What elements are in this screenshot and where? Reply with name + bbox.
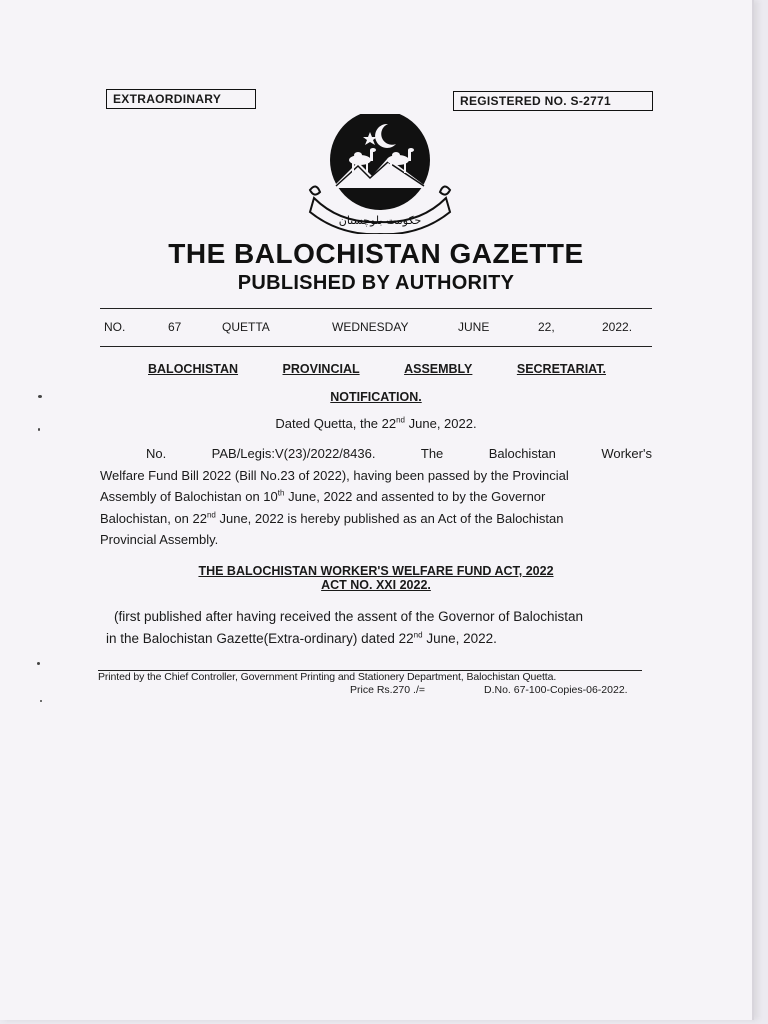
dated-line: Dated Quetta, the 22nd June, 2022.: [275, 415, 477, 431]
scan-speck: [37, 662, 40, 665]
scan-speck: [38, 428, 40, 431]
printer-credit: Printed by the Chief Controller, Government Printing and Stationery Department, Balochistan Quetta.: [98, 671, 557, 683]
extraordinary-label: EXTRAORDINARY: [106, 89, 256, 109]
header-rule-bottom: [100, 346, 652, 347]
dispatch-number: D.No. 67-100-Copies-06-2022.: [484, 684, 628, 696]
emblem-scroll-text: حکومت بلوچستان: [338, 214, 422, 227]
issue-no-value: 67: [168, 320, 182, 334]
publication-note: (first published after having received the assent of the Governor of Balochistan in the Balochistan Gazette(Extra-ordinary) dated 22nd June, 2022.: [106, 609, 584, 646]
heading-word: ASSEMBLY: [404, 362, 473, 376]
registered-number-label: REGISTERED NO. S-2771: [453, 91, 653, 111]
issue-year: 2022.: [602, 320, 633, 334]
heading-word: BALOCHISTAN: [148, 362, 239, 376]
scan-speck: [38, 395, 42, 398]
issue-city: QUETTA: [222, 320, 270, 334]
header-rule-top: [100, 308, 652, 309]
notification-paragraph: No. PAB/Legis:V(23)/2022/8436. The Balochistan Worker's Welfare Fund Bill 2022 (Bill No.23 of 2022), having been passed by the Provincial Assembly of Balochistan on 10th June, 2022 and assented to by the Governor Balochistan, on 22nd June, 2022 is hereby published as an Act of the Balochistan Provincial Assembly.: [100, 446, 652, 547]
issue-details-row: [100, 320, 652, 338]
issue-month: JUNE: [458, 320, 490, 334]
scan-speck: [40, 700, 42, 702]
gazette-title: THE BALOCHISTAN GAZETTE: [168, 238, 584, 269]
gazette-subtitle: PUBLISHED BY AUTHORITY: [237, 272, 515, 294]
issue-day: 22,: [538, 320, 555, 334]
issue-no-label: NO.: [104, 320, 126, 334]
price: Price Rs.270 ./=: [350, 684, 425, 696]
heading-word: SECRETARIAT.: [516, 362, 606, 376]
heading-word: PROVINCIAL: [282, 362, 360, 376]
notification-heading: NOTIFICATION.: [330, 390, 422, 404]
act-title: THE BALOCHISTAN WORKER'S WELFARE FUND ACT, 2022 ACT NO. XXI 2022.: [198, 564, 554, 592]
issue-weekday: WEDNESDAY: [332, 320, 409, 334]
secretariat-heading: [148, 362, 606, 376]
balochistan-emblem-icon: [300, 114, 460, 234]
